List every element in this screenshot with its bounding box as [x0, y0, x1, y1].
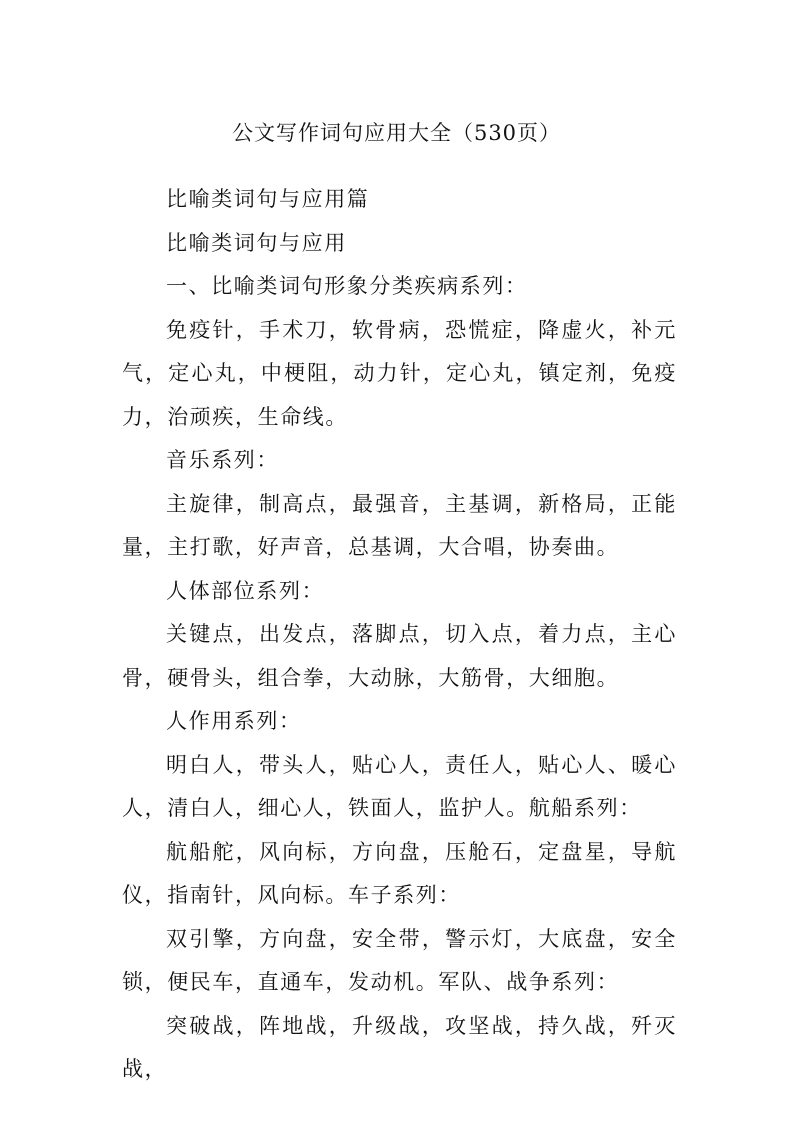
- paragraph-ship-terms: 航船舵，风向标，方向盘，压舱石，定盘星，导航仪，指南针，风向标。车子系列：: [122, 839, 677, 907]
- heading-subsection: 比喻类词句与应用: [166, 230, 347, 255]
- document-body: [122, 178, 677, 1092]
- heading-section: 比喻类词句与应用篇: [166, 187, 370, 211]
- paragraph-disease-terms: 免疫针，手术刀，软骨病，恐慌症，降虚火，补元气，定心丸，中梗阻，动力针，定心丸，镇定剂，免疫力，治顽疾，生命线。: [122, 317, 677, 429]
- paragraph-car-terms: 双引擎，方向盘，安全带，警示灯，大底盘，安全锁，便民车，直通车，发动机。军队、战争系列：: [122, 926, 677, 994]
- paragraph-military-terms: 突破战，阵地战，升级战，攻坚战，持久战，歼灭战，: [122, 1013, 677, 1081]
- heading-body-series: 人体部位系列：: [166, 578, 325, 603]
- heading-music-series: 音乐系列：: [166, 448, 279, 472]
- heading-category: 一、比喻类词句形象分类疾病系列：: [166, 274, 528, 298]
- paragraph-people-terms: 明白人，带头人，贴心人，责任人，贴心人、暖心人，清白人，细心人，铁面人，监护人。航船系列：: [122, 752, 677, 820]
- heading-people-series: 人作用系列：: [166, 709, 302, 733]
- document-title: 公文写作词句应用大全（530页）: [231, 121, 562, 145]
- paragraph-body-terms: 关键点，出发点，落脚点，切入点，着力点，主心骨，硬骨头，组合拳，大动脉，大筋骨，大细胞。: [122, 622, 677, 690]
- paragraph-music-terms: 主旋律，制高点，最强音，主基调，新格局，正能量，主打歌，好声音，总基调，大合唱，协奏曲。: [122, 491, 677, 559]
